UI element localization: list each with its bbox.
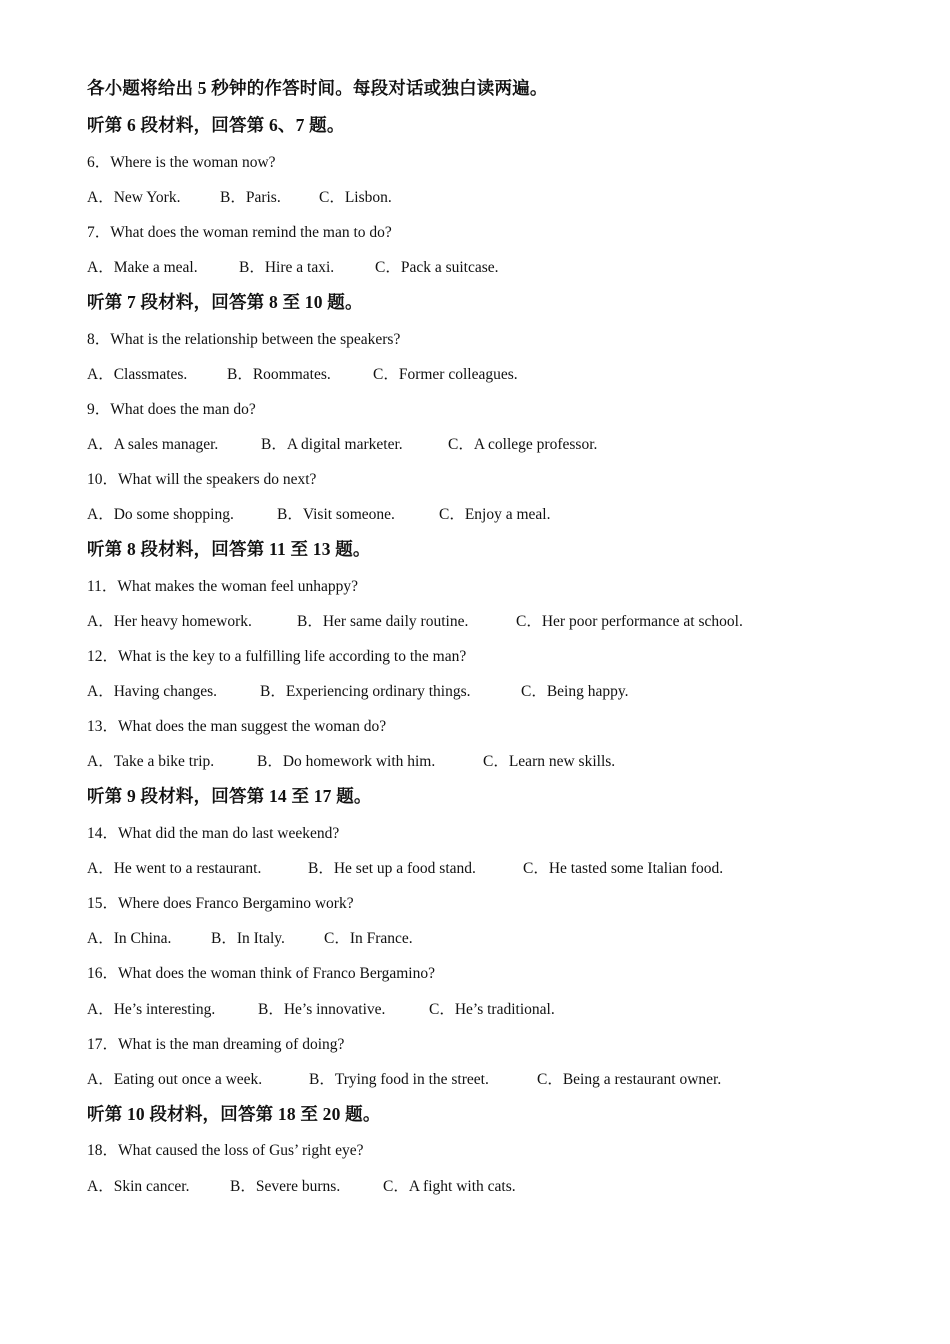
option-a[interactable]: A．Do some shopping. xyxy=(87,506,234,523)
option-c[interactable]: C．He tasted some Italian food. xyxy=(523,860,724,877)
option-b[interactable]: B．Severe burns. xyxy=(230,1178,341,1195)
section-heading: 听第 10 段材料，回答第 18 至 20 题。 xyxy=(87,1104,381,1124)
option-a[interactable]: A．New York. xyxy=(87,189,181,206)
answer-options xyxy=(87,856,723,878)
option-b[interactable]: B．Hire a taxi. xyxy=(239,259,335,276)
option-a[interactable]: A．Take a bike trip. xyxy=(87,753,215,770)
question: 16．What does the woman think of Franco Bergamino? xyxy=(87,965,435,982)
answer-options xyxy=(87,609,743,631)
answer-options xyxy=(87,1174,516,1196)
option-c[interactable]: C．Being happy. xyxy=(521,683,629,700)
option-b[interactable]: B．A digital marketer. xyxy=(261,436,403,453)
answer-options xyxy=(87,362,518,384)
option-a[interactable]: A．He went to a restaurant. xyxy=(87,860,262,877)
answer-options xyxy=(87,502,551,524)
option-c[interactable]: C．Learn new skills. xyxy=(483,753,616,770)
option-b[interactable]: B．Visit someone. xyxy=(277,506,395,523)
option-c[interactable]: C．In France. xyxy=(324,930,413,947)
question: 8．What is the relationship between the speakers? xyxy=(87,331,401,348)
option-b[interactable]: B．Paris. xyxy=(220,189,281,206)
option-a[interactable]: A．A sales manager. xyxy=(87,436,219,453)
question: 15．Where does Franco Bergamino work? xyxy=(87,895,354,912)
option-c[interactable]: C．Former colleagues. xyxy=(373,366,518,383)
option-c[interactable]: C．Enjoy a meal. xyxy=(439,506,551,523)
question: 7．What does the woman remind the man to do? xyxy=(87,224,392,241)
option-a[interactable]: A．Classmates. xyxy=(87,366,188,383)
option-a[interactable]: A．He’s interesting. xyxy=(87,1001,216,1018)
option-a[interactable]: A．In China. xyxy=(87,930,172,947)
question: 13．What does the man suggest the woman do? xyxy=(87,718,387,735)
option-b[interactable]: B．Do homework with him. xyxy=(257,753,436,770)
option-b[interactable]: B．Trying food in the street. xyxy=(309,1071,489,1088)
question: 9．What does the man do? xyxy=(87,401,256,418)
option-b[interactable]: B．Roommates. xyxy=(227,366,331,383)
option-c[interactable]: C．A college professor. xyxy=(448,436,598,453)
option-b[interactable]: B．He’s innovative. xyxy=(258,1001,386,1018)
answer-options xyxy=(87,1067,721,1089)
answer-options xyxy=(87,997,555,1019)
option-c[interactable]: C．A fight with cats. xyxy=(383,1178,516,1195)
option-a[interactable]: A．Eating out once a week. xyxy=(87,1071,263,1088)
answer-options xyxy=(87,185,392,207)
question: 12．What is the key to a fulfilling life according to the man? xyxy=(87,648,467,665)
option-c[interactable]: C．Being a restaurant owner. xyxy=(537,1071,722,1088)
answer-options xyxy=(87,432,597,454)
section-heading: 听第 9 段材料，回答第 14 至 17 题。 xyxy=(87,786,372,806)
option-a[interactable]: A．Skin cancer. xyxy=(87,1178,190,1195)
option-a[interactable]: A．Having changes. xyxy=(87,683,217,700)
question: 18．What caused the loss of Gus’ right eye? xyxy=(87,1142,364,1159)
option-c[interactable]: C．Her poor performance at school. xyxy=(516,613,743,630)
question: 11．What makes the woman feel unhappy? xyxy=(87,578,359,595)
option-a[interactable]: A．Her heavy homework. xyxy=(87,613,252,630)
option-c[interactable]: C．Lisbon. xyxy=(319,189,392,206)
intro-instruction: 各小题将给出 5 秒钟的作答时间。每段对话或独白读两遍。 xyxy=(87,78,548,98)
answer-options xyxy=(87,749,615,771)
option-c[interactable]: C．He’s traditional. xyxy=(429,1001,555,1018)
option-b[interactable]: B．In Italy. xyxy=(211,930,285,947)
section-heading: 听第 8 段材料，回答第 11 至 13 题。 xyxy=(87,539,371,559)
question: 17．What is the man dreaming of doing? xyxy=(87,1036,345,1053)
question: 14．What did the man do last weekend? xyxy=(87,825,340,842)
option-b[interactable]: B．Her same daily routine. xyxy=(297,613,469,630)
answer-options xyxy=(87,255,499,277)
section-heading: 听第 6 段材料，回答第 6、7 题。 xyxy=(87,115,345,135)
question: 6．Where is the woman now? xyxy=(87,154,276,171)
option-c[interactable]: C．Pack a suitcase. xyxy=(375,259,499,276)
option-a[interactable]: A．Make a meal. xyxy=(87,259,198,276)
answer-options xyxy=(87,926,413,948)
question: 10．What will the speakers do next? xyxy=(87,471,317,488)
section-heading: 听第 7 段材料，回答第 8 至 10 题。 xyxy=(87,292,363,312)
answer-options xyxy=(87,679,629,701)
option-b[interactable]: B．Experiencing ordinary things. xyxy=(260,683,471,700)
option-b[interactable]: B．He set up a food stand. xyxy=(308,860,476,877)
